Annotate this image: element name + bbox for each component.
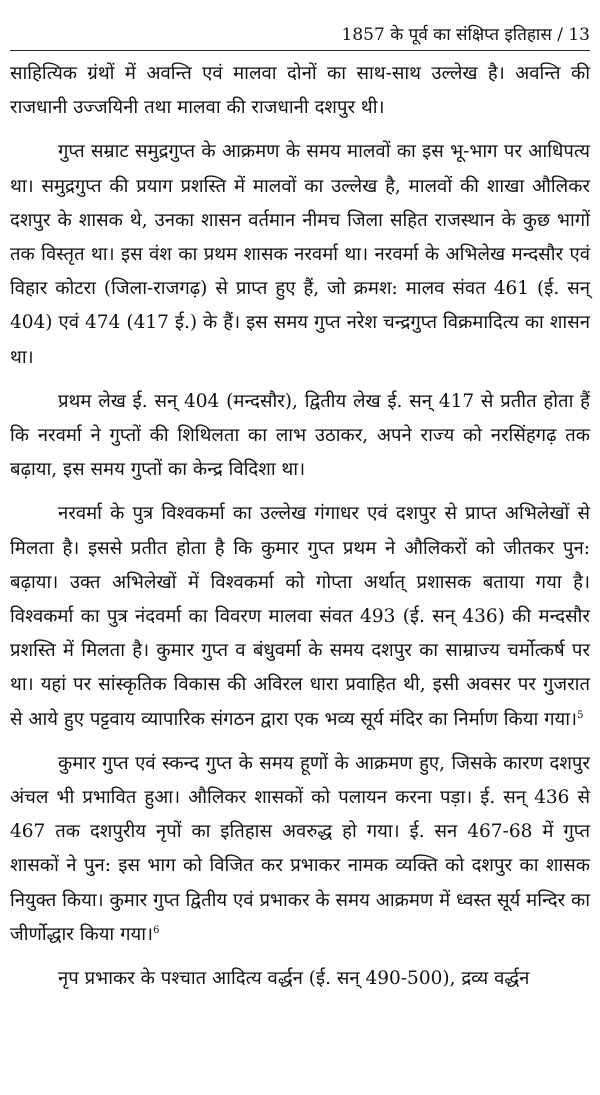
paragraph-4-text: नरवर्मा के पुत्र विश्वकर्मा का उल्लेख गंगाधर एवं दशपुर से प्राप्त अभिलेखों से मिलता है। इससे प्रतीत होता है कि कुमार गुप्त प्रथम ने औलिकरों को जीतकर पुन: बढ़ाया। उक्त अभिलेखों में विश्वकर्मा को गोप्ता अर्थात् प्रशासक बताया गया है। विश्वकर्मा का पुत्र नंदवर्मा का विवरण मालवा संवत 493 (ई. सन् 436) की मन्दसौर प्रशस्ति में मिलता है। कुमार गुप्त व बंधुवर्मा के समय दशपुर का साम्राज्य चर्मोत्कर्ष पर था। यहां पर सांस्कृतिक विकास की अविरल धारा प्रवाहित थी, इसी अवसर पर गुजरात से आये हुए पट्टवाय व्यापारिक संगठन द्वारा एक भव्य सूर्य मंदिर का निर्माण किया गया। <box>10 503 590 730</box>
paragraph-3 <box>10 385 590 488</box>
paragraph-5-text: कुमार गुप्त एवं स्कन्द गुप्त के समय हूणों के आक्रमण हुए, जिसके कारण दशपुर अंचल भी प्रभावित हुआ। औलिकर शासकों को पलायन करना पड़ा। ई. सन् 436 से 467 तक दशपुरीय नृपों का इतिहास अवरुद्ध हो गया। ई. सन 467-68 में गुप्त शासकों ने पुन: इस भाग को विजित कर प्रभाकर नामक व्यक्ति को दशपुर का शासक नियुक्त किया। कुमार गुप्त द्वितीय एवं प्रभाकर के समय आक्रमण में ध्वस्त सूर्य मन्दिर का जीर्णोद्धार किया गया। <box>10 752 590 945</box>
paragraph-6 <box>10 962 590 996</box>
paragraph-5 <box>10 747 590 952</box>
paragraph-3-text: प्रथम लेख ई. सन् 404 (मन्दसौर), द्वितीय लेख ई. सन् 417 से प्रतीत होता हैं कि नरवर्मा ने गुप्तों की शिथिलता का लाभ उठाकर, अपने राज्य को नरसिंहगढ़ तक बढ़ाया, इस समय गुप्तों का केन्द्र विदिशा था। <box>10 390 590 481</box>
paragraph-6-text: नृप प्रभाकर के पश्चात आदित्य वर्द्धन (ई. सन् 490-500), द्रव्य वर्द्धन <box>58 968 530 990</box>
running-header: 1857 के पूर्व का संक्षिप्त इतिहास / 13 <box>10 22 590 51</box>
paragraph-1 <box>10 57 590 125</box>
footnote-ref-5: 5 <box>577 709 584 721</box>
paragraph-1-text: साहित्यिक ग्रंथों में अवन्ति एवं मालवा दोनों का साथ-साथ उल्लेख है। अवन्ति की राजधानी उज्जयिनी तथा मालवा की राजधानी दशपुर थी। <box>10 63 590 119</box>
paragraph-4 <box>10 497 590 736</box>
paragraph-2 <box>10 135 590 374</box>
paragraph-2-text: गुप्त सम्राट समुद्रगुप्त के आक्रमण के समय मालवों का इस भू-भाग पर आधिपत्य था। समुद्रगुप्त की प्रयाग प्रशस्ति में मालवों का उल्लेख है, मालवों की शाखा औलिकर दशपुर के शासक थे, उनका शासन वर्तमान नीमच जिला सहित राजस्थान के कुछ भागों तक विस्तृत था। इस वंश का प्रथम शासक नरवर्मा था। नरवर्मा के अभिलेख मन्दसौर एवं विहार कोटरा (जिला-राजगढ़) से प्राप्त हुए हैं, जो क्रमश: मालव संवत 461 (ई. सन् 404) एवं 474 (417 ई.) के हैं। इस समय गुप्त नरेश चन्द्रगुप्त विक्रमादित्य का शासन था। <box>10 141 590 368</box>
footnote-ref-6: 6 <box>153 924 160 936</box>
